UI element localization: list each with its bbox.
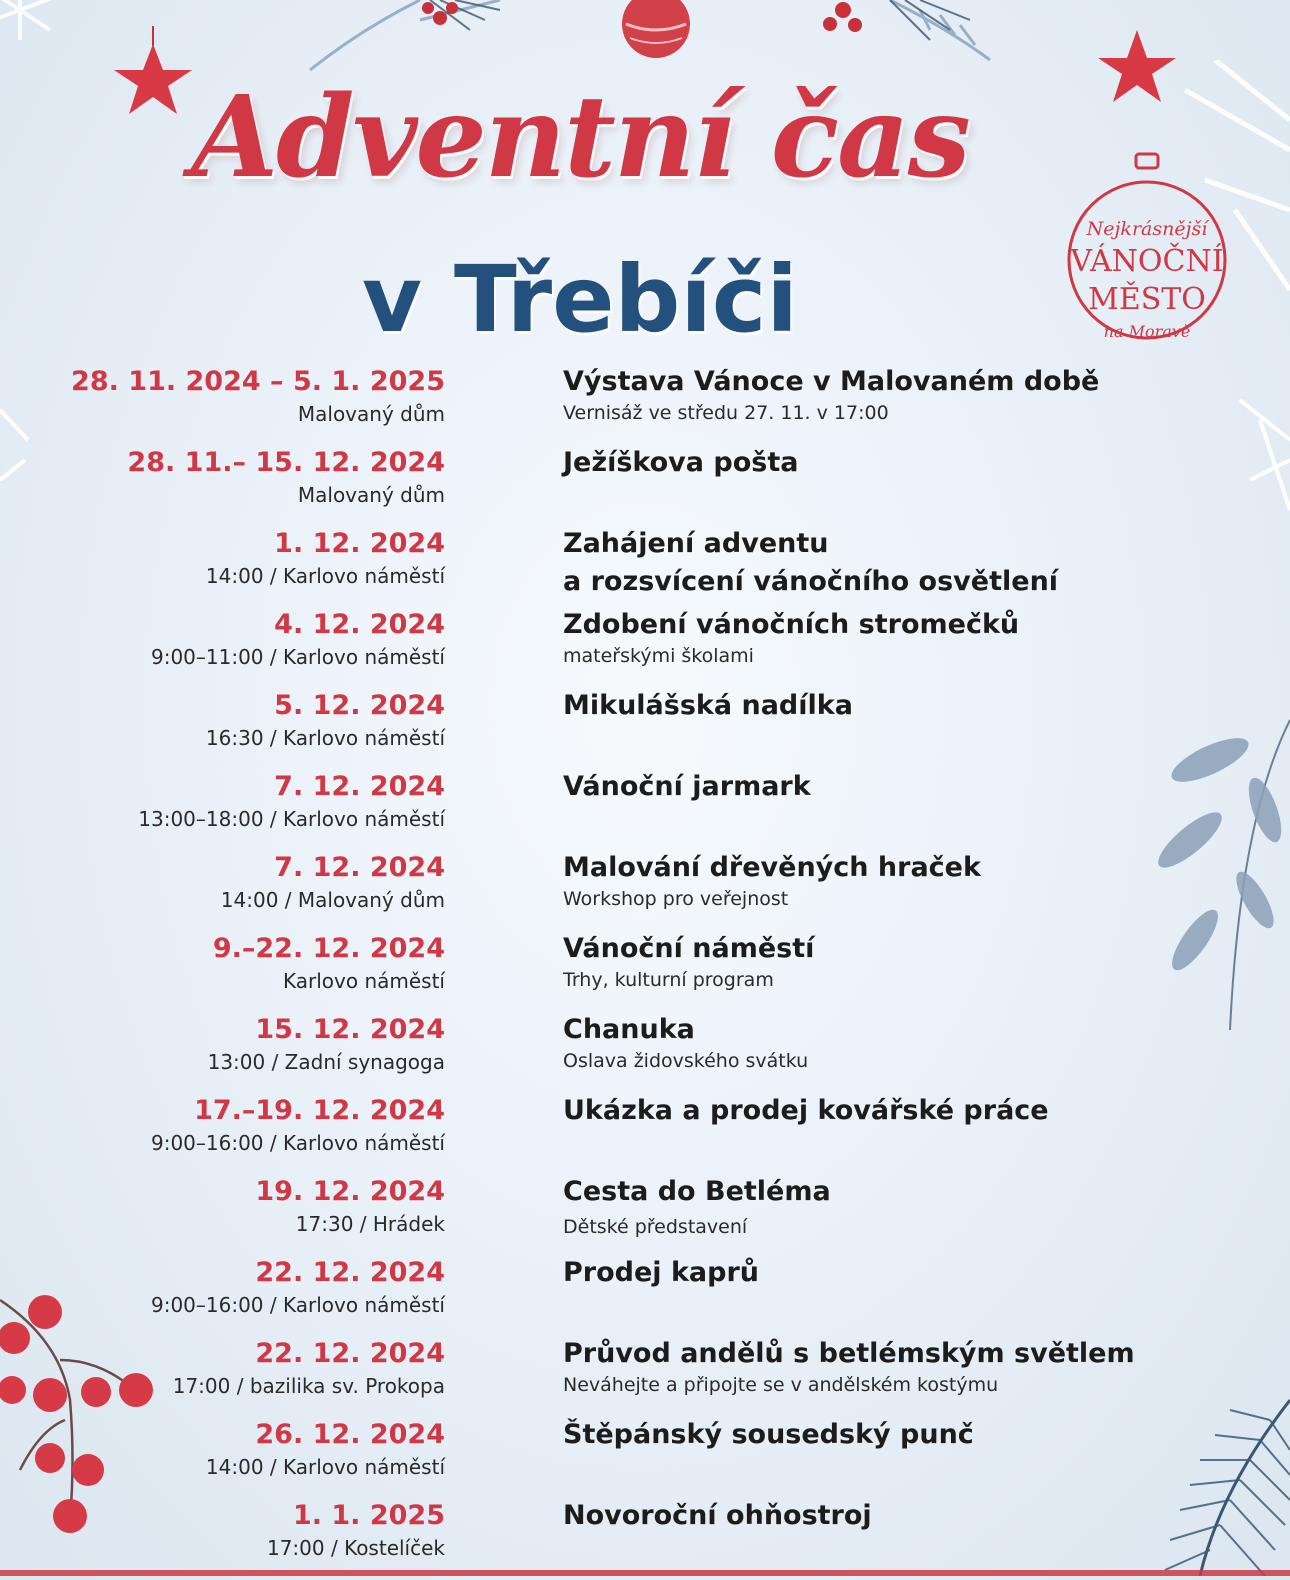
- event-date: 19. 12. 2024: [255, 1176, 445, 1207]
- event-item: [0, 1014, 1200, 1094]
- event-place: 17:30 / Hrádek: [295, 1212, 445, 1236]
- event-place: 13:00 / Zadní synagoga: [207, 1050, 445, 1074]
- event-place: 14:00 / Malovaný dům: [220, 888, 445, 912]
- bottom-border: [0, 1570, 1290, 1576]
- event-name: Vánoční jarmark: [563, 771, 811, 802]
- event-place: 17:00 / bazilika sv. Prokopa: [172, 1374, 445, 1398]
- event-name: Cesta do Betléma: [563, 1176, 831, 1207]
- event-note: Vernisáž ve středu 27. 11. v 17:00: [563, 402, 889, 424]
- event-date: 9.–22. 12. 2024: [212, 933, 445, 964]
- event-name: Zdobení vánočních stromečků: [563, 609, 1020, 640]
- event-item: [0, 447, 1200, 527]
- event-date: 7. 12. 2024: [274, 771, 445, 802]
- event-note: Workshop pro veřejnost: [563, 888, 789, 910]
- event-name: Zahájení adventu: [563, 528, 829, 559]
- event-date: 28. 11.– 15. 12. 2024: [127, 447, 445, 478]
- event-place: 14:00 / Karlovo náměstí: [205, 1455, 445, 1479]
- event-name: Štěpánský sousedský punč: [563, 1419, 974, 1450]
- badge-line-1: Nejkrásnější: [1086, 218, 1208, 240]
- event-name: Novoroční ohňostroj: [563, 1500, 872, 1531]
- event-note: Dětské představení: [563, 1216, 748, 1238]
- event-name: Chanuka: [563, 1014, 695, 1045]
- christmas-town-badge: [1066, 152, 1228, 352]
- event-date: 22. 12. 2024: [255, 1338, 445, 1369]
- event-date: 7. 12. 2024: [274, 852, 445, 883]
- event-place: Malovaný dům: [297, 483, 445, 507]
- event-date: 1. 1. 2025: [292, 1500, 445, 1531]
- badge-line-4: na Moravě: [1103, 322, 1191, 341]
- event-item: [0, 366, 1200, 446]
- event-item: [0, 1500, 1200, 1580]
- event-date: 22. 12. 2024: [255, 1257, 445, 1288]
- badge-line-2: VÁNOČNÍ: [1070, 244, 1224, 279]
- event-place: 9:00–16:00 / Karlovo náměstí: [150, 1131, 445, 1155]
- event-place: 9:00–16:00 / Karlovo náměstí: [150, 1293, 445, 1317]
- event-name: Prodej kaprů: [563, 1257, 759, 1288]
- event-date: 5. 12. 2024: [274, 690, 445, 721]
- event-item: [0, 933, 1200, 1013]
- event-place: Karlovo náměstí: [282, 969, 445, 993]
- event-item: [0, 1338, 1200, 1418]
- event-item: [0, 1176, 1200, 1256]
- event-name-line-2: a rozsvícení vánočního osvětlení: [563, 566, 1059, 597]
- event-name: Vánoční náměstí: [563, 933, 815, 964]
- event-date: 26. 12. 2024: [255, 1419, 445, 1450]
- badge-line-3: MĚSTO: [1088, 282, 1206, 317]
- event-date: 4. 12. 2024: [274, 609, 445, 640]
- event-name: Ukázka a prodej kovářské práce: [563, 1095, 1049, 1126]
- title-script: Adventní čas: [191, 72, 969, 203]
- event-item: [0, 690, 1200, 770]
- event-item: [0, 609, 1200, 689]
- event-name: Výstava Vánoce v Malovaném době: [563, 366, 1100, 397]
- event-item: [0, 1257, 1200, 1337]
- event-item: [0, 771, 1200, 851]
- event-place: Malovaný dům: [297, 402, 445, 426]
- event-place: 17:00 / Kostelíček: [266, 1536, 445, 1560]
- event-place: 9:00–11:00 / Karlovo náměstí: [150, 645, 445, 669]
- snowflake-top-left-icon: [0, 0, 70, 50]
- event-note: Oslava židovského svátku: [563, 1050, 809, 1072]
- event-item: [0, 528, 1200, 608]
- event-note: mateřskými školami: [563, 645, 754, 667]
- event-name: Mikulášská nadílka: [563, 690, 853, 721]
- event-place: 13:00–18:00 / Karlovo náměstí: [138, 807, 445, 831]
- title-city: v Třebíči: [362, 246, 798, 353]
- event-name: Průvod andělů s betlémským světlem: [563, 1338, 1135, 1369]
- event-name: Ježíškova pošta: [563, 447, 799, 478]
- event-date: 1. 12. 2024: [274, 528, 445, 559]
- event-date: 15. 12. 2024: [255, 1014, 445, 1045]
- event-date: 17.–19. 12. 2024: [194, 1095, 445, 1126]
- event-place: 14:00 / Karlovo náměstí: [205, 564, 445, 588]
- event-name: Malování dřevěných hraček: [563, 852, 981, 883]
- event-place: 16:30 / Karlovo náměstí: [205, 726, 445, 750]
- event-item: [0, 1095, 1200, 1175]
- ornament-ball-top-icon: [618, 0, 694, 62]
- snowflake-right-mid-icon: [1230, 380, 1290, 520]
- event-note: Trhy, kulturní program: [563, 969, 774, 991]
- event-date: 28. 11. 2024 – 5. 1. 2025: [71, 366, 445, 397]
- event-note: Neváhejte a připojte se v andělském kostýmu: [563, 1374, 999, 1396]
- event-item: [0, 1419, 1200, 1499]
- event-item: [0, 852, 1200, 932]
